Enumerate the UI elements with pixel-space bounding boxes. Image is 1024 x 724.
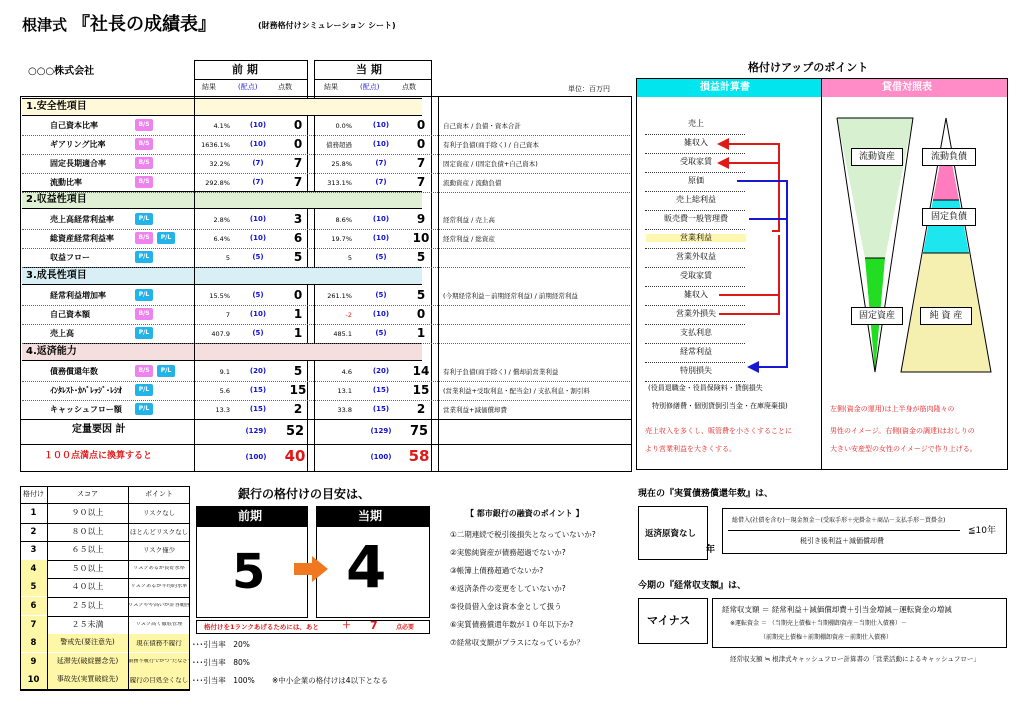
rating-score: ２５未満 bbox=[71, 619, 104, 629]
converted-prev-weight: (100) bbox=[245, 453, 267, 461]
cur-points: 5 bbox=[416, 288, 426, 302]
bs-fixed-assets: 固定資産 bbox=[851, 307, 903, 325]
points-title: 格付けアップのポイント bbox=[748, 61, 869, 74]
debt-years-value: 返済原資なし bbox=[645, 529, 697, 539]
formula-numerator: 総借入(社債を含む)－現金預金－(受取手形＋売掛金＋商品－支払手形－買掛金) bbox=[732, 517, 946, 524]
rating-score: ４０以上 bbox=[71, 582, 104, 592]
cur-result: 19.7% bbox=[331, 235, 352, 243]
cur-result: 債務超過 bbox=[326, 141, 352, 149]
metric-formula: 有利子負債(商手除く) / 償却前営業利益 bbox=[443, 368, 559, 376]
prev-col-result: 結果 bbox=[202, 83, 216, 91]
cur-weight: (5) bbox=[375, 329, 387, 337]
cash-formula: 経常収支額 ＝ 経常利益＋減価償却費＋引当金増減－運転資金の増減 bbox=[722, 605, 952, 614]
rating-point: 債務不履行でかつ"たなざ" bbox=[128, 658, 190, 664]
cur-result: 8.6% bbox=[335, 216, 352, 224]
cur-weight: (10) bbox=[372, 310, 390, 318]
pl-note: 特別修繕費・個別貸倒引当金・在庫廃棄損) bbox=[652, 402, 788, 410]
metric-formula: 経常利益 / 総資産 bbox=[443, 235, 495, 243]
cur-points: 0 bbox=[416, 137, 426, 151]
cur-points: 7 bbox=[416, 156, 426, 170]
debt-years-unit: 年 bbox=[706, 545, 716, 555]
pl-item: 営業外収益 bbox=[676, 252, 716, 261]
rating-point: 履行の目処全くなし bbox=[129, 677, 189, 684]
cur-result: 25.8% bbox=[331, 160, 352, 168]
bank-cur-label: 当期 bbox=[358, 509, 383, 523]
cash-formula: （前期売上債権＋前期棚卸資産－前期仕入債務） bbox=[760, 634, 893, 641]
bs-tag: B/S bbox=[135, 308, 153, 320]
cur-points: 5 bbox=[416, 250, 426, 264]
rating-point: 現在債務不履行 bbox=[136, 640, 182, 647]
metric-label: ギアリング比率 bbox=[50, 140, 106, 149]
prev-points: 7 bbox=[293, 175, 303, 189]
rating-score: ９０以上 bbox=[71, 508, 104, 517]
bank-note-points: 7 bbox=[370, 619, 378, 632]
rating-grade: 1 bbox=[30, 508, 37, 518]
pl-item: 営業利益 bbox=[646, 234, 746, 242]
cur-weight: (15) bbox=[372, 386, 390, 394]
metric-label: キャッシュフロー額 bbox=[50, 405, 122, 414]
prev-period-header: 前 期 bbox=[232, 63, 258, 76]
rating-point: ほとんどリスクなし bbox=[129, 528, 189, 536]
prev-weight: (7) bbox=[252, 159, 264, 167]
pl-item: 営業外損失 bbox=[676, 309, 716, 318]
bank-prev-grade: 5 bbox=[232, 544, 266, 600]
cur-points: 15 bbox=[412, 383, 430, 397]
total-prev-weight: (129) bbox=[245, 427, 267, 435]
prev-weight: (15) bbox=[249, 405, 267, 413]
pl-tip: 売上収入を多くし、販管費を小さくすることに bbox=[645, 427, 792, 435]
total-prev-points: 52 bbox=[285, 424, 305, 439]
city-bank-item: ①二期連続で税引後損失となっていないか? bbox=[450, 530, 596, 539]
prev-points: 0 bbox=[293, 288, 303, 302]
prev-points: 15 bbox=[289, 383, 307, 397]
prev-points: 0 bbox=[293, 118, 303, 132]
metric-label: 流動比率 bbox=[50, 178, 82, 187]
red-arrow-lower bbox=[719, 241, 779, 314]
converted-label: １００点満点に換算すると bbox=[44, 451, 153, 461]
prev-result: 15.5% bbox=[209, 292, 230, 300]
metric-label: 固定長期適合率 bbox=[50, 159, 106, 168]
rating-grade: 2 bbox=[30, 526, 37, 537]
rating-header: ポイント bbox=[145, 490, 173, 498]
section-repay bbox=[22, 343, 422, 361]
metric-formula: 流動資産 / 流動負債 bbox=[443, 179, 502, 187]
pl-item: 売上総利益 bbox=[676, 195, 716, 204]
arrow-right-icon bbox=[294, 556, 328, 582]
debt-years-title: 現在の『実質債務償還年数』は、 bbox=[638, 489, 774, 499]
city-bank-item: ⑥実質債務償還年数が１０年以下か? bbox=[450, 620, 574, 629]
rating-score: ８０以上 bbox=[71, 526, 104, 536]
rating-grade: 9 bbox=[30, 656, 37, 667]
prev-result: 292.8% bbox=[205, 179, 230, 187]
prev-result: 32.2% bbox=[209, 160, 230, 168]
formula-denominator: 税引き後利益＋減価償却費 bbox=[800, 537, 884, 545]
bs-diagram bbox=[823, 98, 1007, 398]
bank-prev-label: 前期 bbox=[238, 509, 263, 523]
cur-col-weight: (配点) bbox=[360, 83, 380, 91]
pl-tag: P/L bbox=[135, 327, 153, 339]
cur-result: 5 bbox=[347, 254, 352, 262]
metric-label: 収益フロー bbox=[50, 253, 90, 262]
prev-weight: (5) bbox=[252, 329, 264, 337]
title-prefix: 根津式 bbox=[22, 16, 68, 34]
cur-col-points: 点数 bbox=[402, 83, 416, 91]
section-title: 4.返済能力 bbox=[26, 346, 77, 357]
total-cur-points: 75 bbox=[409, 424, 429, 439]
cur-result: 13.1 bbox=[337, 387, 352, 395]
bank-note-plus: ＋ bbox=[342, 621, 352, 631]
rating-score: 警戒先(要注意先) bbox=[60, 638, 115, 647]
prev-weight: (10) bbox=[249, 121, 267, 129]
rating-score: ２５以上 bbox=[71, 601, 104, 610]
bs-current-liabilities: 流動負債 bbox=[922, 148, 976, 166]
pl-item: 経常利益 bbox=[680, 347, 712, 356]
rating-grade: 5 bbox=[30, 582, 37, 593]
metric-formula: 自己資本 / 負債・資本合計 bbox=[443, 122, 521, 130]
total-cur-weight: (129) bbox=[370, 427, 392, 435]
pl-tag: P/L bbox=[157, 232, 175, 244]
total-label: 定量要因 計 bbox=[72, 424, 126, 435]
bs-header-label: 貸借対照表 bbox=[882, 82, 932, 93]
prev-result: 2.8% bbox=[213, 216, 230, 224]
bs-fixed-liabilities: 固定負債 bbox=[922, 208, 976, 226]
rating-point: リスクやや高いが許容範囲 bbox=[128, 603, 190, 608]
cur-points: 9 bbox=[416, 212, 426, 226]
rating-grade: 7 bbox=[30, 619, 37, 630]
bank-cur-grade: 4 bbox=[346, 533, 387, 601]
metric-label: 売上高 bbox=[50, 329, 74, 338]
prev-col-points: 点数 bbox=[278, 83, 292, 91]
prev-result: 407.9 bbox=[211, 330, 230, 338]
metric-formula: 有利子負債(商手除く) / 自己資本 bbox=[443, 141, 539, 149]
cur-points: 10 bbox=[412, 231, 430, 245]
cur-points: 0 bbox=[416, 307, 426, 321]
rating-grade: 8 bbox=[30, 638, 37, 649]
pl-arrows bbox=[637, 97, 821, 377]
cur-weight: (10) bbox=[372, 140, 390, 148]
city-bank-item: ③帳簿上債務超過でないか? bbox=[450, 566, 544, 575]
prev-points: 3 bbox=[293, 212, 303, 226]
cur-weight: (5) bbox=[375, 253, 387, 261]
page-subtitle: (財務格付けシミュレーション シート) bbox=[258, 21, 396, 30]
allowance-note: ･･･引当率 80% bbox=[192, 658, 250, 667]
cur-result: -2 bbox=[345, 311, 352, 319]
prev-weight: (10) bbox=[249, 140, 267, 148]
city-bank-item: ⑤役員借入金は資本金として扱う bbox=[450, 602, 562, 611]
cur-weight: (7) bbox=[375, 178, 387, 186]
city-bank-item: ④返済条件の変更をしていないか? bbox=[450, 584, 566, 593]
pl-tip: より営業利益を大きくする。 bbox=[645, 445, 736, 453]
metric-label: 経常利益増加率 bbox=[50, 291, 106, 300]
cur-weight: (10) bbox=[372, 121, 390, 129]
cur-points: 1 bbox=[416, 326, 426, 340]
cur-result: 313.1% bbox=[327, 179, 352, 187]
metric-label: 自己資本額 bbox=[50, 310, 90, 319]
pl-tag: P/L bbox=[135, 251, 153, 263]
pl-item: 特別損失 bbox=[680, 366, 712, 375]
prev-weight: (10) bbox=[249, 310, 267, 318]
prev-points: 1 bbox=[293, 307, 303, 321]
metric-formula: (今期経常利益－前期経常利益) / 前期経常利益 bbox=[443, 292, 578, 300]
pl-tag: P/L bbox=[157, 365, 175, 377]
metric-formula: 固定資産 / (固定負債+自己資本) bbox=[443, 160, 538, 168]
cur-result: 33.8 bbox=[337, 406, 352, 414]
prev-result: 5 bbox=[225, 254, 230, 262]
metric-label: 売上高経常利益率 bbox=[50, 215, 114, 224]
prev-result: 13.3 bbox=[215, 406, 230, 414]
pl-item: 雑収入 bbox=[684, 290, 708, 299]
bs-tag: B/S bbox=[135, 119, 153, 131]
prev-points: 5 bbox=[293, 250, 303, 264]
pl-tag: P/L bbox=[135, 213, 153, 225]
pl-item: 雑収入 bbox=[684, 138, 708, 147]
allowance-note: ･･･引当率 100% bbox=[192, 676, 255, 685]
metric-formula: 経常利益 / 売上高 bbox=[443, 216, 495, 224]
cur-result: 4.6 bbox=[341, 368, 352, 376]
rating-grade: 6 bbox=[30, 601, 37, 611]
rating-grade: 4 bbox=[30, 563, 37, 574]
cur-result: 261.1% bbox=[327, 292, 352, 300]
debt-years-formula bbox=[722, 508, 1007, 554]
allowance-note: ･･･引当率 20% bbox=[192, 640, 250, 649]
cur-weight: (15) bbox=[372, 405, 390, 413]
bs-tag: B/S bbox=[135, 157, 153, 169]
pl-item: 受取家賃 bbox=[680, 271, 712, 280]
bs-tip: 左側(資金の運用)は上半身が筋肉隆々の bbox=[830, 405, 955, 413]
cur-points: 0 bbox=[416, 118, 426, 132]
prev-col-weight: (配点) bbox=[238, 83, 258, 91]
cur-weight: (20) bbox=[372, 367, 390, 375]
city-bank-item: ⑦経常収支額がプラスになっているか？ bbox=[450, 638, 584, 647]
pl-item: 原価 bbox=[688, 176, 704, 185]
rating-score: ６５以上 bbox=[71, 545, 104, 555]
city-bank-title: 【 都市銀行の融資のポイント 】 bbox=[466, 509, 584, 518]
bank-note: 格付けを1ランクあげるためには、あと bbox=[204, 623, 319, 631]
page-title: 『社長の成績表』 bbox=[72, 14, 216, 35]
pl-tag: P/L bbox=[135, 384, 153, 396]
cur-points: 14 bbox=[412, 364, 430, 378]
cash-formula: ※運転資金 ＝ （当期売上債権＋当期棚卸資産－当期仕入債務）－ bbox=[730, 620, 907, 627]
rating-score: 延滞先(破綻懸念先) bbox=[56, 656, 119, 665]
rating-footnote: ※中小企業の格付けは4以下となる bbox=[272, 676, 389, 685]
bs-tip: 男性のイメージ。右側(資金の調達)はおしりの bbox=[830, 427, 975, 435]
cur-points: 2 bbox=[416, 402, 426, 416]
pl-tag: P/L bbox=[135, 289, 153, 301]
cur-weight: (10) bbox=[372, 234, 390, 242]
metric-formula: 営業利益+減価償却費 bbox=[443, 406, 507, 414]
bs-tag: B/S bbox=[135, 138, 153, 150]
prev-points: 7 bbox=[293, 156, 303, 170]
cur-result: 485.1 bbox=[333, 330, 352, 338]
rating-point: リスクなし bbox=[142, 510, 176, 517]
prev-weight: (7) bbox=[252, 178, 264, 186]
cur-period-header: 当 期 bbox=[356, 63, 382, 76]
pl-item: 受取家賃 bbox=[680, 157, 712, 166]
bs-tag: B/S bbox=[135, 365, 153, 377]
metric-label: 総資産経常利益率 bbox=[50, 234, 114, 243]
prev-points: 1 bbox=[293, 326, 303, 340]
prev-result: 1636.1% bbox=[201, 141, 230, 149]
cur-points: 7 bbox=[416, 175, 426, 189]
rating-grade: 3 bbox=[30, 545, 37, 556]
section-title: 3.成長性項目 bbox=[26, 270, 87, 281]
bs-tip: 大きい安産型の女性のイメージで作り上げる。 bbox=[830, 445, 977, 453]
rating-point: リスクあるが良好水準 bbox=[133, 565, 185, 571]
converted-cur-points: 58 bbox=[408, 447, 430, 465]
rating-point: リスクあるが平均的水準 bbox=[130, 584, 188, 590]
metric-formula: (営業利益+受取利息・配当金) / 支払利息・割引料 bbox=[443, 387, 590, 395]
cur-col-result: 結果 bbox=[324, 83, 338, 91]
rating-point: リスク僅少 bbox=[142, 547, 176, 554]
prev-weight: (15) bbox=[249, 386, 267, 394]
prev-weight: (5) bbox=[252, 253, 264, 261]
metric-label: 債務償還年数 bbox=[50, 367, 98, 376]
section-title: 1.安全性項目 bbox=[26, 101, 87, 112]
bank-note: 点必要 bbox=[396, 624, 415, 631]
prev-points: 6 bbox=[293, 231, 303, 245]
company-name: ○○○株式会社 bbox=[28, 66, 95, 77]
prev-points: 0 bbox=[293, 137, 303, 151]
bs-tag: B/S bbox=[135, 232, 153, 244]
rating-header: 格付け bbox=[23, 490, 44, 498]
cur-result: 0.0% bbox=[335, 122, 352, 130]
metric-label: 自己資本比率 bbox=[50, 121, 98, 130]
pl-tag: P/L bbox=[135, 403, 153, 415]
cash-title: 今期の『経常収支額』は、 bbox=[638, 581, 747, 591]
city-bank-item: ②実態純資産が債務超過でないか? bbox=[450, 548, 566, 557]
prev-result: 4.1% bbox=[213, 122, 230, 130]
bs-tag: B/S bbox=[135, 176, 153, 188]
pl-item: 売上 bbox=[688, 119, 704, 128]
rating-header: スコア bbox=[77, 490, 98, 498]
cash-note: 経常収支額 ≒ 根津式キャッシュフロー計算書の「営業活動によるキャッシュフロー」 bbox=[730, 655, 980, 663]
converted-cur-weight: (100) bbox=[370, 453, 392, 461]
pl-note: (役員退職金・役員保険料・貸倒損失 bbox=[648, 384, 763, 392]
rating-point: リスク高く徹底管理 bbox=[135, 621, 183, 627]
cur-weight: (10) bbox=[372, 215, 390, 223]
formula-limit: ≦10年 bbox=[968, 526, 996, 536]
prev-result: 5.6 bbox=[219, 387, 230, 395]
prev-points: 5 bbox=[293, 364, 303, 378]
red-arrow-upper bbox=[719, 144, 779, 231]
prev-result: 7 bbox=[225, 311, 230, 319]
section-title: 2.収益性項目 bbox=[26, 194, 87, 205]
unit-label: 単位：百万円 bbox=[568, 85, 610, 93]
prev-weight: (20) bbox=[249, 367, 267, 375]
pl-header-label: 損益計算書 bbox=[700, 82, 750, 93]
prev-weight: (10) bbox=[249, 215, 267, 223]
bs-current-assets: 流動資産 bbox=[851, 148, 903, 166]
rating-grade: 10 bbox=[27, 675, 40, 686]
cash-value: マイナス bbox=[647, 614, 691, 627]
metric-label: ｲﾝﾀﾚｽﾄ･ｶﾊﾞﾚｯｼﾞ･ﾚｼｵ bbox=[50, 386, 122, 395]
pl-item: 支払利息 bbox=[680, 328, 712, 337]
prev-result: 9.1 bbox=[219, 368, 230, 376]
prev-weight: (10) bbox=[249, 234, 267, 242]
rating-score: ５０以上 bbox=[71, 563, 104, 573]
rating-score: 事故先(実質破綻先) bbox=[56, 675, 119, 684]
cur-weight: (7) bbox=[375, 159, 387, 167]
cur-weight: (5) bbox=[375, 291, 387, 299]
prev-result: 6.4% bbox=[213, 235, 230, 243]
pl-item: 販売費一般管理費 bbox=[664, 214, 728, 223]
converted-prev-points: 40 bbox=[284, 447, 306, 465]
prev-weight: (5) bbox=[252, 291, 264, 299]
bs-net-assets: 純 資 産 bbox=[920, 307, 972, 325]
prev-points: 2 bbox=[293, 402, 303, 416]
bank-title: 銀行の格付けの目安は、 bbox=[238, 487, 371, 501]
